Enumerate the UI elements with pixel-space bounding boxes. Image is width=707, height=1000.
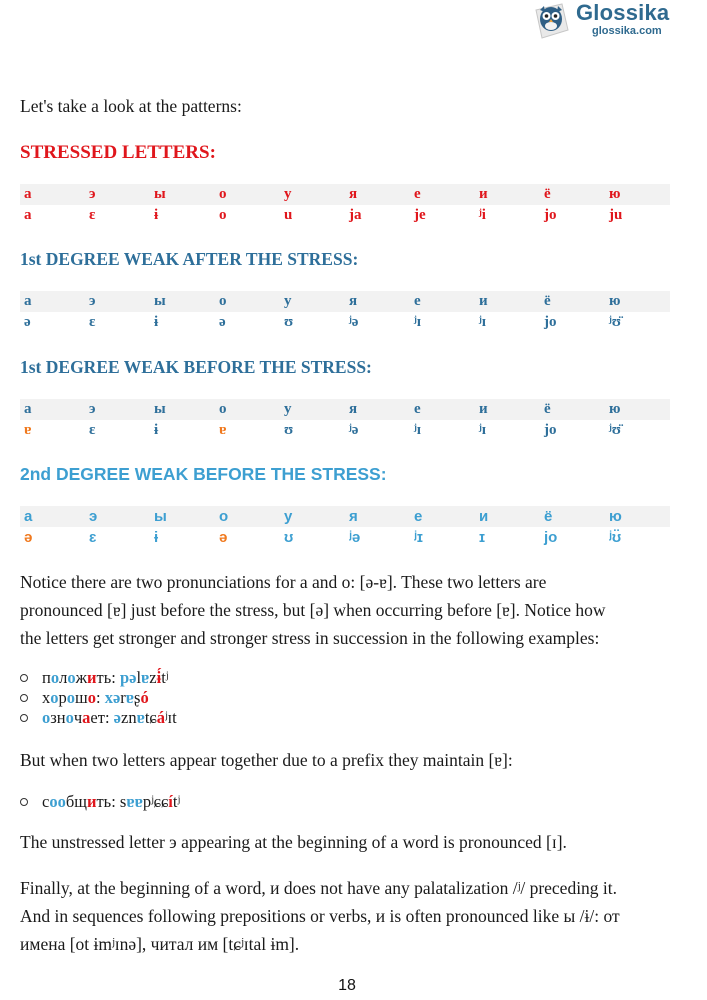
letter-cell: и <box>475 184 540 205</box>
ipa-cell: ja <box>345 205 410 226</box>
letter-cell: е <box>410 291 475 312</box>
example-item: хорошо: xərɐʂó <box>20 688 177 708</box>
example-item: озночает: əznɐtɕáʲɪt <box>20 708 177 728</box>
letter-cell: э <box>85 291 150 312</box>
letter-cell: а <box>20 506 85 527</box>
letter-cell: у <box>280 506 345 527</box>
letters-row <box>20 506 670 527</box>
ipa-cell: je <box>410 205 475 226</box>
ipa-cell: ɐ <box>215 420 280 441</box>
ipa-cell: ɨ <box>150 420 215 441</box>
letter-cell: а <box>20 184 85 205</box>
ipa-cell: ʲɪ <box>410 527 475 548</box>
letter-cell: у <box>280 184 345 205</box>
weak-before-table <box>20 399 670 441</box>
ipa-cell: ʲɪ <box>410 420 475 441</box>
letter-cell: э <box>85 506 150 527</box>
example-item: сообщить: sɐɐpʲɕɕítʲ <box>20 792 180 812</box>
letter-cell: я <box>345 399 410 420</box>
text-line: the letters get stronger and stronger stress in succession in the following examples: <box>20 628 600 648</box>
letter-cell: о <box>215 184 280 205</box>
letter-cell: у <box>280 399 345 420</box>
ipa-cell: ə <box>20 312 85 333</box>
letter-cell: и <box>475 506 540 527</box>
letter-cell: ё <box>540 184 605 205</box>
ipa-cell: ɨ <box>150 205 215 226</box>
ipa-row <box>20 420 670 441</box>
letter-cell: о <box>215 506 280 527</box>
letter-cell: ё <box>540 291 605 312</box>
section-title-second-degree: 2nd DEGREE WEAK BEFORE THE STRESS: <box>20 464 387 484</box>
ipa-cell: jo <box>540 527 605 548</box>
letters-row <box>20 184 670 205</box>
letters-row <box>20 399 670 420</box>
text-line: Notice there are two pronunciations for a and o: [ə-ɐ]. These two letters are <box>20 572 547 592</box>
logo-name: Glossika <box>576 0 670 25</box>
ipa-cell: jo <box>540 205 605 226</box>
ipa-cell: ʊ <box>280 420 345 441</box>
letter-cell: и <box>475 291 540 312</box>
ipa-cell: ə <box>20 527 85 548</box>
letter-cell: и <box>475 399 540 420</box>
ipa-cell: ɪ <box>475 527 540 548</box>
letter-cell: у <box>280 291 345 312</box>
letter-cell: ё <box>540 399 605 420</box>
ipa-cell: ʊ <box>280 312 345 333</box>
letter-cell: э <box>85 399 150 420</box>
text-line: pronounced [ɐ] just before the stress, but [ə] when occurring before [ɐ]. Notice how <box>20 600 606 620</box>
intro-text: Let's take a look at the patterns: <box>20 96 242 116</box>
letter-cell: ы <box>150 184 215 205</box>
logo-url: glossika.com <box>592 25 662 37</box>
ipa-row <box>20 205 670 226</box>
ipa-row <box>20 527 670 548</box>
text-line: имена [ot ɨmʲɪnə], читал им [tɕʲɪtal ɨm]. <box>20 934 300 954</box>
letter-cell: а <box>20 399 85 420</box>
glossika-logo <box>528 2 703 42</box>
palatalization-paragraph <box>20 874 620 958</box>
ipa-cell: a <box>20 205 85 226</box>
letter-cell: ы <box>150 291 215 312</box>
letter-cell: е <box>410 184 475 205</box>
letter-cell: о <box>215 291 280 312</box>
ipa-cell: ɛ <box>85 527 150 548</box>
second-degree-table <box>20 506 670 548</box>
letter-cell: я <box>345 184 410 205</box>
section-title-weak-after: 1st DEGREE WEAK AFTER THE STRESS: <box>20 249 359 269</box>
ipa-cell: ʲi <box>475 205 540 226</box>
letter-cell: я <box>345 291 410 312</box>
stressed-letters-table <box>20 184 670 226</box>
section-title-stressed: STRESSED LETTERS: <box>20 142 216 163</box>
page-number: 18 <box>338 977 356 994</box>
letter-cell: ю <box>605 506 670 527</box>
ipa-cell: ʲɪ <box>410 312 475 333</box>
letter-cell: э <box>85 184 150 205</box>
ipa-cell: ʲʊ̈ <box>605 420 670 441</box>
section-title-weak-before: 1st DEGREE WEAK BEFORE THE STRESS: <box>20 357 372 377</box>
letter-cell: я <box>345 506 410 527</box>
ipa-cell: jo <box>540 420 605 441</box>
ipa-cell: ʲə <box>345 312 410 333</box>
letter-cell: а <box>20 291 85 312</box>
prefix-examples-list <box>20 792 180 812</box>
ipa-cell: ə <box>215 312 280 333</box>
prefix-paragraph: But when two letters appear together due to a prefix they maintain [ɐ]: <box>20 750 513 770</box>
unstressed-e-paragraph: The unstressed letter э appearing at the beginning of a word is pronounced [ɪ]. <box>20 832 567 852</box>
ipa-cell: ju <box>605 205 670 226</box>
owl-logo-icon <box>530 2 572 40</box>
ipa-cell: ɛ <box>85 420 150 441</box>
ipa-cell: ʲʊ̈ <box>605 312 670 333</box>
letter-cell: е <box>410 506 475 527</box>
stress-examples-list <box>20 668 177 728</box>
text-line: Finally, at the beginning of a word, и does not have any palatalization /ʲ/ preceding it. <box>20 878 618 898</box>
weak-after-table <box>20 291 670 333</box>
letter-cell: ю <box>605 291 670 312</box>
letter-cell: ё <box>540 506 605 527</box>
ipa-cell: ɨ <box>150 527 215 548</box>
ipa-cell: ʲə <box>345 420 410 441</box>
ipa-cell: ɐ <box>20 420 85 441</box>
ipa-cell: ɨ <box>150 312 215 333</box>
text-line: And in sequences following prepositions or verbs, и is often pronounced like ы /ɨ/: от <box>20 906 620 926</box>
ipa-cell: ʲə <box>345 527 410 548</box>
ipa-cell: ə <box>215 527 280 548</box>
ipa-cell: jo <box>540 312 605 333</box>
example-item: положить: pəlɐzɨ́tʲ <box>20 668 177 688</box>
ipa-cell: u <box>280 205 345 226</box>
ipa-cell: ʲɪ <box>475 420 540 441</box>
letter-cell: е <box>410 399 475 420</box>
letter-cell: ю <box>605 399 670 420</box>
ipa-cell: o <box>215 205 280 226</box>
ipa-cell: ʲɪ <box>475 312 540 333</box>
ipa-cell: ɛ <box>85 205 150 226</box>
letter-cell: ы <box>150 506 215 527</box>
ipa-cell: ʊ <box>280 527 345 548</box>
ipa-cell: ɛ <box>85 312 150 333</box>
letter-cell: ы <box>150 399 215 420</box>
letter-cell: о <box>215 399 280 420</box>
ipa-row <box>20 312 670 333</box>
ipa-cell: ʲʊ̈ <box>605 527 670 548</box>
letters-row <box>20 291 670 312</box>
notice-paragraph <box>20 568 606 652</box>
letter-cell: ю <box>605 184 670 205</box>
